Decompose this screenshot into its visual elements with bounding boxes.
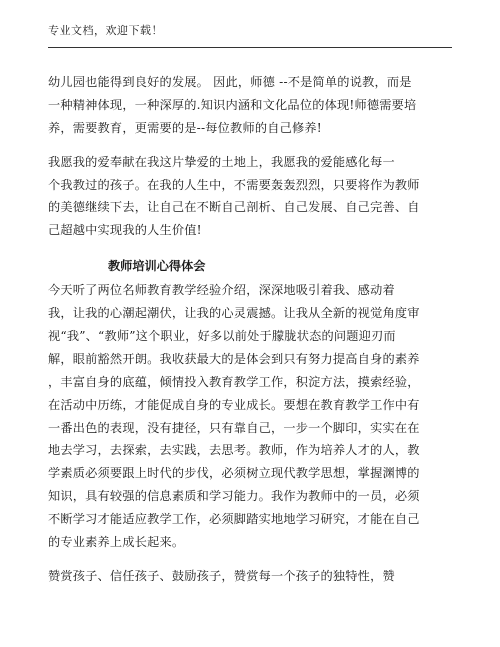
text-line: 知识，具有较强的信息素质和学习能力。我作为教师中的一员，必须 (48, 489, 420, 504)
text-line: 我愿我的爱奉献在我这片挚爱的土地上，我愿我的爱能感化每一 (48, 154, 395, 169)
text-line: 解，眼前豁然开朗。我收获最大的是体会到只有努力提高自身的素养 (48, 351, 420, 366)
text-line: 不断学习才能适应教学工作，必须脚踏实地地学习研究，才能在自己 (48, 512, 420, 527)
text-line: 今天听了两位名师教育教学经验介绍，深深地吸引着我、感动着 (48, 283, 395, 298)
text-line: 的专业素养上成长起来。 (48, 535, 185, 550)
text-line: 己超越中实现我的人生价值! (48, 223, 202, 238)
text-line: 一种精神体现，一种深厚的.知识内涵和文化品位的体现!师德需要培 (48, 97, 417, 112)
document-body (48, 71, 452, 588)
text-line: 地去学习，去探索，去实践，去思考。教师，作为培养人才的人，教 (48, 443, 420, 458)
text-line: 赞赏孩子、信任孩子、鼓励孩子，赞赏每一个孩子的独特性，赞 (48, 568, 395, 583)
text-line: 一番出色的表现，没有捷径，只有靠自己，一步一个脚印，实实在在 (48, 420, 420, 435)
header-divider (48, 47, 452, 48)
text-line: ，丰富自身的底蕴，倾情投入教育教学工作，积淀方法，摸索经验， (48, 374, 420, 389)
page-header: 专业文档，欢迎下载！ (48, 24, 163, 37)
text-line: 我，让我的心潮起潮伏，让我的心灵震撼。让我从全新的视觉角度审 (48, 306, 420, 321)
text-line: 视“我”、“教师”这个职业，好多以前处于朦胧状态的问题迎刃而 (48, 329, 396, 344)
text-line: 学素质必须要跟上时代的步伐，必须树立现代教学思想，掌握渊博的 (48, 466, 420, 481)
text-line: 在活动中历练，才能促成自身的专业成长。要想在教育教学工作中有 (48, 397, 420, 412)
text-line: 个我教过的孩子。在我的人生中，不需要轰轰烈烈，只要将作为教师 (48, 177, 420, 192)
text-line: 养，需要教育，更需要的是--每位教师的自己修养! (48, 120, 322, 135)
text-line: 的美德继续下去，让自己在不断自己剖析、自己发展、自己完善、自 (48, 200, 420, 215)
text-line: 幼儿园也能得到良好的发展。 因此，师德 --不是简单的说教，而是 (48, 75, 412, 89)
section-title: 教师培训心得体会 (108, 259, 206, 274)
